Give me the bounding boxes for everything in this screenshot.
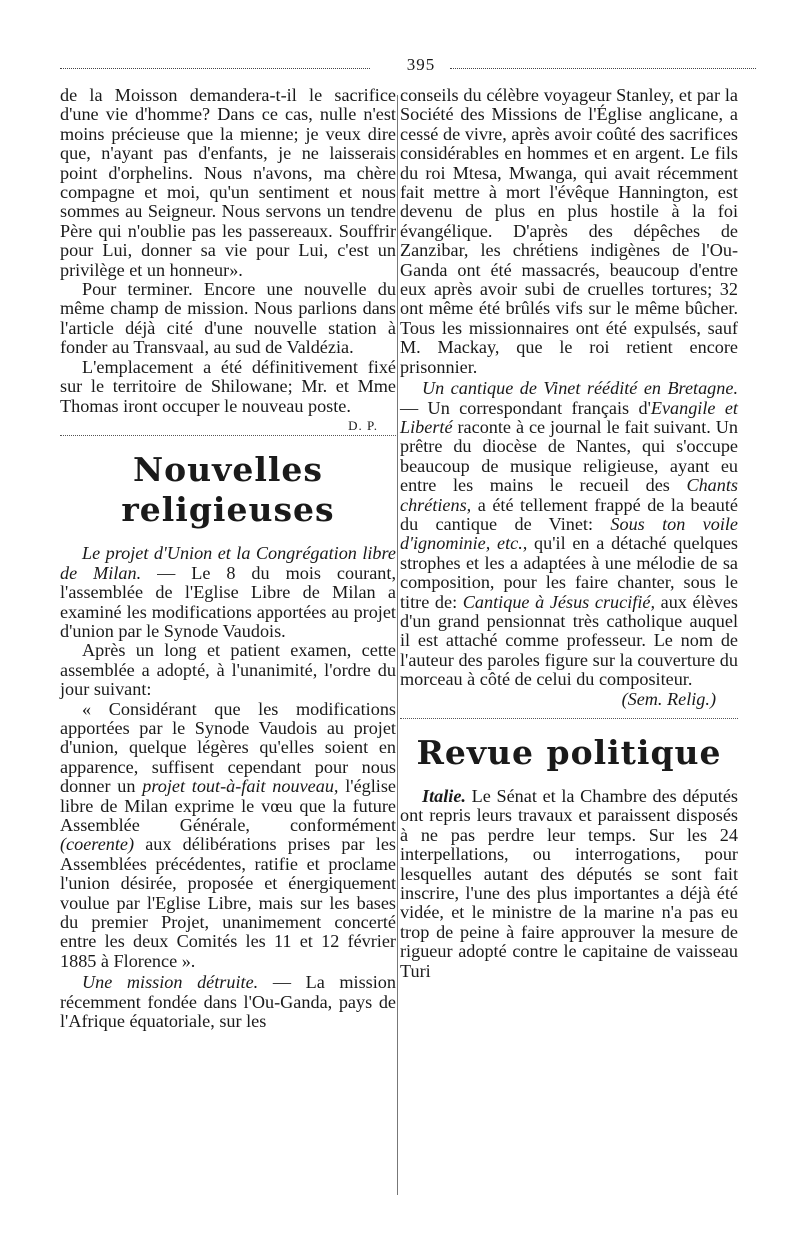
article-text: — La mission récemment fondée dans l'Ou-Ganda, pays de l'Afrique équatoriale, sur les (60, 972, 396, 1032)
left-column (60, 86, 396, 1031)
article-text: — Le 8 du mois courant, l'assemblée de l'Eglise Libre de Milan a examiné les modifications apportées au projet d'union par le Synode Vaudois. (60, 562, 396, 641)
quote-text: « Considérant que les modifications apportées par le Synode Vaudois au projet d'union, quelque légères qu'elles soient en apparence, suffisent cependant pour nous donner un (60, 698, 396, 797)
column-divider (397, 95, 398, 1195)
article-text: raconte à ce journal le fait suivant. Un prêtre du diocèse de Nantes, qui s'occupe beaucoup de musique religieuse, ayant eu entre les mains le recueil des (400, 416, 738, 496)
paragraph-new-station-text: L'emplacement a été définitivement fixé sur le territoire de Shilowane; Mr. et Mme Thomas iront occuper le nouveau poste. (60, 356, 396, 416)
article-emphasis: Sous ton voile d'ignominie, etc., (400, 513, 739, 554)
quote-emphasis: (coerente) (60, 834, 135, 855)
article-emphasis: Evangile et Liberté (400, 397, 738, 437)
page-number: 395 (406, 55, 436, 74)
article-text: qu'il en a détaché quelques strophes et les a adaptées à une mélodie de sa composition, pour les faire chanter, sous le titre de: (400, 533, 738, 612)
author-signature: D. P. (348, 417, 378, 433)
article-milan-union (60, 544, 396, 641)
article-text: — Un correspondant français d' (400, 397, 651, 418)
letter-continuation: de la Moisson demandera-t-il le sacrifice d'une vie d'homme? Dans ce cas, nulle n'est moins précieuse que la mienne; je veux dire que, n'ayant pas d'enfants, je ne laisserais point d'orphelins. Nous n'avons, ma chère compagne et moi, qu'un sentiment et nous sommes au Seigneur. Nous servons un tendre Père qui n'oublie pas les passereaux. Souffrir pour Lui, donner sa vie pour Lui, c'est un privilège et un honneur». (60, 85, 396, 280)
page-header (60, 55, 756, 77)
source-citation: (Sem. Relig.) (621, 688, 716, 709)
section-heading-religious-news: Nouvelles religieuses (121, 450, 335, 530)
paragraph-new-station (60, 356, 396, 433)
paragraph-closing-news: Pour terminer. Encore une nouvelle du même champ de mission. Nous parlions dans l'article déjà cité d'une nouvelle station à fonder au Transvaal, au sud de Valdézia. (60, 279, 396, 358)
article-title: Un cantique de Vinet réédité en Bretagne. (422, 378, 738, 399)
resolution-quote (60, 700, 396, 972)
article-italy (400, 787, 738, 981)
article-title: Une mission détruite. (82, 972, 259, 993)
article-text: a été tellement frappé de la beauté du cantique de Vinet: (400, 494, 738, 534)
section-rule (400, 718, 738, 719)
mission-continuation: conseils du célèbre voyageur Stanley, et par la Société des Missions de l'Église anglicane, a cessé de vivre, après avoir coûté des sacrifices considérables en hommes et en argent. Le fils du roi Mtesa, Mwanga, qui avait récemment fait mettre à mort l'évêque Hannington, est devenu de plus en plus hostile à la foi évangélique. D'après des dépêches de Zanzibar, les chrétiens indigènes de l'Ou-Ganda ont été massacrés, beaucoup d'entre eux après avoir subi de cruelles tortures; 32 ont même été brûlés vifs sur le même bûcher. Tous les missionnaires ont été expulsés, sauf M. Mackay, que le roi retient encore prisonnier. (400, 85, 738, 377)
header-rule-right (450, 68, 756, 69)
article-text: Le Sénat et la Chambre des députés ont repris leurs travaux et paraissent disposés à ne pas perdre leur temps. Sur les 24 interpellations, ou interrogations, pour lesquelles autant des députés se sont fait inscrire, l'une des plus importantes a déjà été vidée, et le ministre de la marine n'a pas eu trop de peine à faire approuver la mesure de rigueur adopté contre le capitaine de vaisseau Turi (400, 786, 738, 981)
article-mission-destroyed (60, 973, 396, 1031)
article-title: Le projet d'Union et la Congrégation libre de Milan. (60, 543, 396, 583)
quote-text: l'église libre de Milan exprime le vœu que la future Assemblée Générale, conformément (60, 776, 396, 835)
section-rule (60, 435, 396, 436)
right-column (400, 86, 738, 981)
article-title: Italie. (422, 786, 466, 806)
header-rule-left (60, 68, 370, 69)
article-text: aux élèves d'un grand pensionnat très catholique auquel il est attaché comme professeur. Le nom de l'auteur des paroles figure sur la couverture du morceau à côté de celui du compositeur. (400, 591, 738, 690)
section-heading-political-review: Revue politique (416, 733, 722, 772)
quote-emphasis: projet tout-à-fait nouveau, (142, 776, 339, 797)
article-emphasis: Chants chrétiens, (400, 475, 738, 515)
quote-text: aux délibérations prises par les Assemblées précédentes, ratifie et proclame l'union désirée, proposée et énergiquement voulue par l'Eglise Libre, mais sur les bases du premier Projet, unanimement concerté entre les deux Comités les 11 et 12 février 1885 à Florence ». (60, 834, 396, 971)
article-vinet-hymn (400, 379, 738, 690)
paragraph-assembly-vote: Après un long et patient examen, cette assemblée a adopté, à l'unanimité, l'ordre du jour suivant: (60, 640, 396, 700)
article-emphasis: Cantique à Jésus crucifié, (462, 591, 655, 612)
article-source (400, 690, 738, 709)
